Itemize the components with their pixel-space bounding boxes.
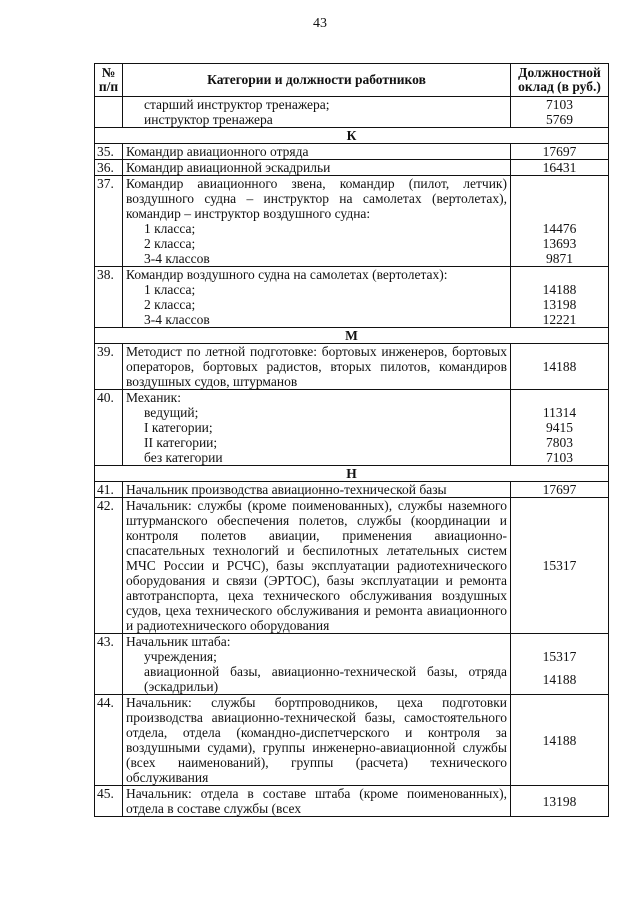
row-item: инструктор тренажера xyxy=(144,112,273,127)
row-text: Начальник: службы (кроме поименованных), службы наземного штурманского обеспечения полетов, службы (координации и контроля полетов авиации, применения авиационно-спасательных технологий и беспилотных летательных систем МЧС России и РСЧС), базы эксплуатации радиотехнического оборудования и связи (ЭРТОС), базы эксплуатации и ремонта автотранспорта, цеха технического обслуживания воздушных судов, цеха технического обслуживания и ремонта авиационного и радиотехнического оборудования xyxy=(123,498,511,634)
row-item: старший инструктор тренажера; xyxy=(144,97,330,112)
row-num: 43. xyxy=(95,634,123,695)
row-item: ведущий; xyxy=(144,405,199,420)
section-row xyxy=(95,328,609,344)
row-item: 1 класса; xyxy=(144,282,196,297)
table-row xyxy=(95,390,609,466)
row-item: 2 класса; xyxy=(144,236,196,251)
row-text: Командир авиационного отряда xyxy=(123,144,511,160)
section-letter: Н xyxy=(95,466,609,482)
row-num: 41. xyxy=(95,482,123,498)
row-item: авиационной базы, авиационно-технической базы, отряда (эскадрильи) xyxy=(144,664,507,694)
row-salary: 13198 xyxy=(511,786,609,817)
table-row xyxy=(95,498,609,634)
row-item: без категории xyxy=(144,450,223,465)
row-num xyxy=(95,97,123,128)
row-item: учреждения; xyxy=(144,649,217,664)
row-item: II категории; xyxy=(144,435,218,450)
row-text: Методист по летной подготовке: бортовых инженеров, бортовых операторов, бортовых радистов, вторых пилотов, командиров воздушных судов, штурманов xyxy=(123,344,511,390)
row-salary: 15317 14188 xyxy=(511,634,609,695)
row-description: Командир воздушного судна на самолетах (вертолетах): xyxy=(126,267,448,282)
row-num: 45. xyxy=(95,786,123,817)
row-salary: 17697 xyxy=(511,482,609,498)
row-salary: 15317 xyxy=(511,498,609,634)
row-text xyxy=(123,267,511,328)
header-num: № п/п xyxy=(95,64,123,97)
header-name: Категории и должности работников xyxy=(123,64,511,97)
table-row xyxy=(95,267,609,328)
row-description: Начальник штаба: xyxy=(126,634,231,649)
row-num: 44. xyxy=(95,695,123,786)
section-letter: М xyxy=(95,328,609,344)
row-item: 3-4 классов xyxy=(144,312,210,327)
table-row xyxy=(95,482,609,498)
row-salary: 14188 xyxy=(511,344,609,390)
page-number: 43 xyxy=(313,16,327,31)
row-num: 39. xyxy=(95,344,123,390)
row-salary: 14476 13693 9871 xyxy=(511,176,609,267)
table-row xyxy=(95,695,609,786)
section-row xyxy=(95,128,609,144)
row-salary: 16431 xyxy=(511,160,609,176)
row-text: Начальник: отдела в составе штаба (кроме поименованных), отдела в составе службы (всех xyxy=(123,786,511,817)
row-text: Начальник: службы бортпроводников, цеха подготовки производства авиационно-технической базы, самостоятельного отдела, отдела (командно-диспетчерского и контроля за воздушными судами), группы инженерно-авиационной службы (всех наименований), группы (расчета) технического обслуживания xyxy=(123,695,511,786)
row-salary: 14188 13198 12221 xyxy=(511,267,609,328)
row-text: Начальник производства авиационно-технической базы xyxy=(123,482,511,498)
table-row xyxy=(95,634,609,695)
section-row xyxy=(95,466,609,482)
row-salary: 17697 xyxy=(511,144,609,160)
salary-table xyxy=(94,63,609,817)
table-row xyxy=(95,176,609,267)
table-row xyxy=(95,97,609,128)
header-salary: Должностной оклад (в руб.) xyxy=(511,64,609,97)
table-header-row xyxy=(95,64,609,97)
row-text xyxy=(123,97,511,128)
row-item: 3-4 классов xyxy=(144,251,210,266)
row-text xyxy=(123,390,511,466)
row-salary: 7103 5769 xyxy=(511,97,609,128)
row-num: 37. xyxy=(95,176,123,267)
row-description: Командир авиационного звена, командир (пилот, летчик) воздушного судна – инструктор на самолетах (вертолетах), командир – инструктор воздушного судна: xyxy=(126,176,507,221)
row-num: 40. xyxy=(95,390,123,466)
table-row xyxy=(95,160,609,176)
row-salary: 14188 xyxy=(511,695,609,786)
row-description: Механик: xyxy=(126,390,181,405)
row-item: I категории; xyxy=(144,420,213,435)
table-row xyxy=(95,786,609,817)
section-letter: К xyxy=(95,128,609,144)
row-item: 2 класса; xyxy=(144,297,196,312)
row-num: 36. xyxy=(95,160,123,176)
row-num: 35. xyxy=(95,144,123,160)
table-row xyxy=(95,344,609,390)
row-text: Командир авиационной эскадрильи xyxy=(123,160,511,176)
row-num: 42. xyxy=(95,498,123,634)
table-row xyxy=(95,144,609,160)
row-item: 1 класса; xyxy=(144,221,196,236)
row-salary: 11314 9415 7803 7103 xyxy=(511,390,609,466)
row-text xyxy=(123,176,511,267)
row-text xyxy=(123,634,511,695)
row-num: 38. xyxy=(95,267,123,328)
